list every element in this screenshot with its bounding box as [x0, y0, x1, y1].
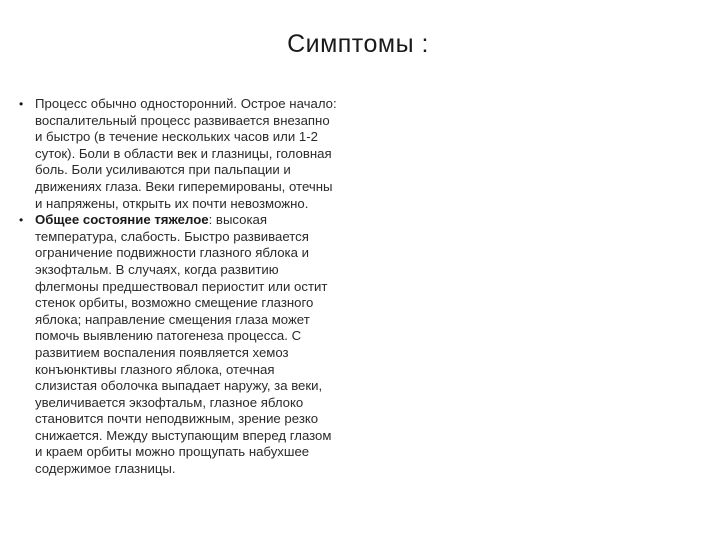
- bullet-text: [35, 96, 338, 212]
- slide-title-text: Симптомы :: [287, 30, 429, 58]
- bullet-item: [18, 212, 338, 478]
- slide-title: [0, 26, 720, 62]
- bullet-marker: •: [19, 213, 24, 228]
- bullet-body: Процесс обычно односторонний. Острое начало: воспалительный процесс развивается внезапно и быстро (в течение нескольких часов или 1-2 суток). Боли в области век и глазницы, головная боль. Боли усиливаются при пальпации и движениях глаза. Веки гиперемированы, отечны и напряжены, открыть их почти невозможно.: [35, 96, 337, 211]
- bullet-text: [35, 212, 338, 478]
- bullet-marker: •: [19, 97, 24, 111]
- bullet-list: [18, 96, 338, 478]
- bullet-body: : высокая температура, слабость. Быстро развивается ограничение подвижности глазного яблока и экзофтальм. В случаях, когда развитию флегмоны предшествовал периостит или остит стенок орбиты, возможно смещение глазного яблока; направление смещения глаза может помочь выявлению патогенеза процесса. С развитием воспаления появляется хемоз конъюнктивы глазного яблока, отечная слизистая оболочка выпадает наружу, за веки, увеличивается экзофтальм, глазное яблоко становится почти неподвижным, зрение резко снижается. Между выступающим вперед глазом и краем орбиты можно прощупать набухшее содержимое глазницы.: [35, 212, 332, 477]
- bullet-lead: Общее состояние тяжелое: [35, 212, 209, 228]
- bullet-item: [18, 96, 338, 212]
